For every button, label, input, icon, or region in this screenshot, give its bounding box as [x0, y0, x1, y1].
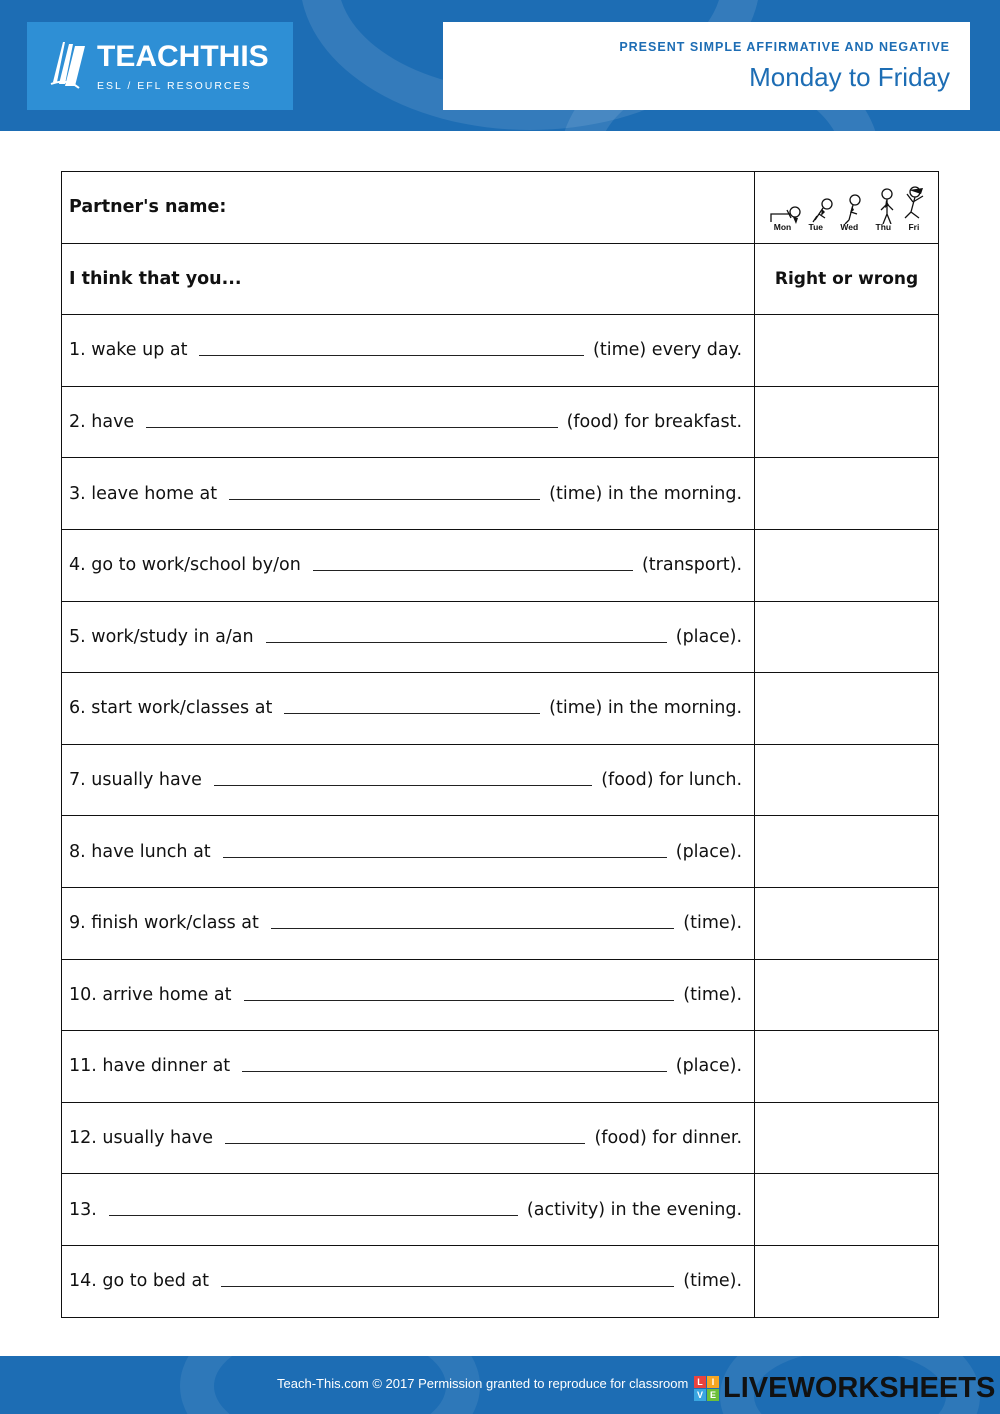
- question-prefix: 13.: [69, 1199, 97, 1220]
- copyright-text: Teach-This.com © 2017 Permission granted to reproduce for classroom: [277, 1376, 689, 1391]
- live-badge-icon: [694, 1376, 719, 1401]
- question-cell: [62, 744, 755, 816]
- right-or-wrong-cell[interactable]: [755, 1031, 939, 1103]
- question-suffix: (place).: [675, 1056, 743, 1077]
- right-or-wrong-cell[interactable]: [755, 887, 939, 959]
- question-suffix: (time) every day.: [593, 340, 743, 361]
- question-prefix: 6. start work/classes at: [69, 698, 273, 719]
- question-rows: [62, 315, 939, 1317]
- question-line: [69, 340, 742, 360]
- page-header: [0, 0, 1000, 131]
- question-suffix: (transport).: [641, 555, 743, 576]
- title-box: [443, 22, 970, 110]
- question-row: [62, 386, 939, 458]
- answer-blank[interactable]: [313, 570, 633, 571]
- liveworksheets-logo[interactable]: [694, 1372, 995, 1405]
- question-prefix: 2. have: [69, 412, 135, 433]
- question-cell: [62, 887, 755, 959]
- question-row: [62, 529, 939, 601]
- right-or-wrong-cell[interactable]: [755, 959, 939, 1031]
- question-cell: [62, 1174, 755, 1246]
- worksheet-subtitle: PRESENT SIMPLE AFFIRMATIVE AND NEGATIVE: [619, 40, 950, 54]
- question-suffix: (time).: [683, 913, 743, 934]
- question-prefix: 12. usually have: [69, 1128, 213, 1149]
- right-or-wrong-cell[interactable]: [755, 744, 939, 816]
- question-prefix: 5. work/study in a/an: [69, 626, 254, 647]
- right-or-wrong-cell[interactable]: [755, 529, 939, 601]
- answer-blank[interactable]: [284, 713, 540, 714]
- question-prefix: 14. go to bed at: [69, 1271, 210, 1292]
- question-line: [69, 1200, 742, 1220]
- question-line: [69, 1271, 742, 1291]
- live-letter: E: [707, 1389, 719, 1401]
- question-cell: [62, 315, 755, 387]
- question-row: [62, 1174, 939, 1246]
- question-row: [62, 673, 939, 745]
- answer-blank[interactable]: [242, 1071, 667, 1072]
- question-suffix: (time) in the morning.: [549, 698, 743, 719]
- question-cell: [62, 1102, 755, 1174]
- answer-blank[interactable]: [266, 642, 667, 643]
- question-prefix: 4. go to work/school by/on: [69, 555, 301, 576]
- question-suffix: (food) for dinner.: [594, 1128, 743, 1149]
- question-cell: [62, 386, 755, 458]
- right-or-wrong-cell[interactable]: [755, 458, 939, 530]
- question-suffix: (place).: [675, 841, 743, 862]
- page-footer: [0, 1356, 1000, 1414]
- question-suffix: (place).: [675, 626, 743, 647]
- day-label: Tue: [808, 222, 824, 233]
- answer-blank[interactable]: [109, 1215, 518, 1216]
- question-row: [62, 1031, 939, 1103]
- answer-blank[interactable]: [225, 1143, 585, 1144]
- right-or-wrong-cell[interactable]: [755, 1174, 939, 1246]
- right-wrong-heading: Right or wrong: [755, 243, 939, 315]
- answer-blank[interactable]: [223, 857, 667, 858]
- think-heading: I think that you...: [69, 268, 242, 289]
- answer-blank[interactable]: [146, 427, 557, 428]
- question-line: [69, 770, 742, 790]
- question-row: [62, 816, 939, 888]
- question-line: [69, 484, 742, 504]
- weekday-illustration-cell: [755, 172, 939, 244]
- answer-blank[interactable]: [229, 499, 540, 500]
- answer-blank[interactable]: [244, 1000, 675, 1001]
- day-label: Wed: [840, 222, 859, 233]
- live-letter: L: [694, 1376, 706, 1388]
- question-line: [69, 985, 742, 1005]
- question-suffix: (food) for lunch.: [601, 770, 743, 791]
- question-row: [62, 601, 939, 673]
- question-prefix: 10. arrive home at: [69, 984, 232, 1005]
- answer-blank[interactable]: [221, 1286, 674, 1287]
- day-label: Thu: [875, 222, 892, 233]
- question-prefix: 7. usually have: [69, 770, 202, 791]
- right-or-wrong-cell[interactable]: [755, 386, 939, 458]
- answer-blank[interactable]: [214, 785, 592, 786]
- question-prefix: 9. finish work/class at: [69, 913, 259, 934]
- right-or-wrong-cell[interactable]: [755, 315, 939, 387]
- day-label: Fri: [908, 222, 920, 233]
- question-cell: [62, 673, 755, 745]
- question-row: [62, 1102, 939, 1174]
- question-line: [69, 412, 742, 432]
- right-or-wrong-cell[interactable]: [755, 1102, 939, 1174]
- question-prefix: 3. leave home at: [69, 483, 218, 504]
- question-cell: [62, 959, 755, 1031]
- question-prefix: 8. have lunch at: [69, 841, 211, 862]
- liveworksheets-wordmark: LIVEWORKSHEETS: [723, 1372, 996, 1404]
- question-line: [69, 842, 742, 862]
- question-cell: [62, 1245, 755, 1317]
- question-prefix: 1. wake up at: [69, 340, 188, 361]
- answer-blank[interactable]: [271, 928, 674, 929]
- weekday-labels: [755, 222, 938, 232]
- logo-tagline: ESL / EFL RESOURCES: [97, 80, 252, 92]
- worksheet-table: [61, 171, 939, 1318]
- question-suffix: (time) in the morning.: [549, 483, 743, 504]
- question-cell: [62, 1031, 755, 1103]
- answer-blank[interactable]: [199, 355, 584, 356]
- question-line: [69, 698, 742, 718]
- question-line: [69, 627, 742, 647]
- question-row: [62, 315, 939, 387]
- live-letter: V: [694, 1389, 706, 1401]
- partner-name-cell[interactable]: [62, 172, 755, 244]
- heading-row: [62, 243, 939, 315]
- day-label: Mon: [773, 222, 792, 233]
- book-icon: [49, 38, 89, 90]
- right-or-wrong-cell[interactable]: [755, 816, 939, 888]
- question-cell: [62, 529, 755, 601]
- question-suffix: (time).: [683, 1271, 743, 1292]
- question-line: [69, 1056, 742, 1076]
- question-row: [62, 959, 939, 1031]
- partner-row: [62, 172, 939, 244]
- question-suffix: (time).: [683, 984, 743, 1005]
- question-line: [69, 555, 742, 575]
- worksheet-title: Monday to Friday: [749, 62, 950, 92]
- question-cell: [62, 458, 755, 530]
- stick-figures-icon: [765, 182, 929, 224]
- question-line: [69, 913, 742, 933]
- right-or-wrong-cell[interactable]: [755, 673, 939, 745]
- right-or-wrong-cell[interactable]: [755, 601, 939, 673]
- live-letter: I: [707, 1376, 719, 1388]
- question-row: [62, 458, 939, 530]
- question-suffix: (activity) in the evening.: [526, 1199, 743, 1220]
- teachthis-logo: [27, 22, 293, 110]
- question-row: [62, 744, 939, 816]
- partner-name-label: Partner's name:: [69, 197, 227, 218]
- question-cell: [62, 601, 755, 673]
- logo-wordmark: TEACHTHIS: [97, 40, 269, 73]
- right-or-wrong-cell[interactable]: [755, 1245, 939, 1317]
- question-cell: [62, 816, 755, 888]
- question-row: [62, 887, 939, 959]
- think-heading-cell: [62, 243, 755, 315]
- question-line: [69, 1128, 742, 1148]
- question-row: [62, 1245, 939, 1317]
- question-suffix: (food) for breakfast.: [566, 412, 743, 433]
- question-prefix: 11. have dinner at: [69, 1056, 231, 1077]
